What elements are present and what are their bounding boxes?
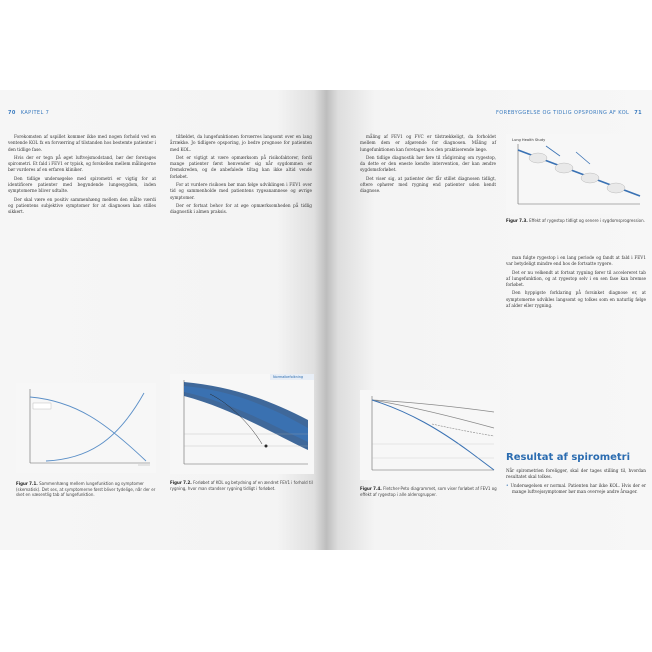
figure-7-2-caption <box>170 480 314 491</box>
paragraph: Når spirometrien foreligger, skal der tages stilling til, hvordan resultatet skal tolkes. <box>506 468 646 480</box>
bullet-text: Undersøgelsen er normal. Patienten har ikke KOL. Hvis der er mange luftvejssymptomer bør man overveje andre årsager. <box>510 482 646 494</box>
stage-ellipse <box>555 163 573 173</box>
paragraph: Hvis der er tegn på øget luftvejsmodstand, bør der foretages spirometri. Et fald i FEV1 er typisk, og forskellen mellem målingerne bør vurderes af en erfaren kliniker. <box>8 154 156 173</box>
paragraph: man fulgte rygestop i en lang periode og fandt at fald i FEV1 var betydeligt mindre end hos de fortsatte rygere. <box>506 255 646 267</box>
figure-7-4 <box>360 390 500 480</box>
book-spread <box>0 90 652 550</box>
caption-label: Figur 7.3. <box>506 218 528 223</box>
paragraph: Der er fortsat behov for at øge opmærksomheden på tidlig diagnostik i almen praksis. <box>170 202 312 215</box>
paragraph: Der skal være en positiv sammenhæng mellem den målte værdi og patientens subjektive symptomer for at diagnosen kan stilles sikkert. <box>8 196 156 215</box>
caption-label: Figur 7.1. <box>16 481 38 486</box>
right-chapter-title: FOREBYGGELSE OG TIDLIG OPSPORING AF KOL <box>496 110 630 116</box>
data-marker <box>265 445 268 448</box>
right-page-number: 71 <box>634 110 642 116</box>
right-page <box>326 90 652 550</box>
paragraph: For at vurdere risikoen bør man følge udviklingen i FEV1 over tid og sammenholde med patientens rygeanamnese og øvrige symptomer. <box>170 182 312 200</box>
bullet-item <box>506 483 646 496</box>
section-body <box>506 468 646 497</box>
right-text-column-2 <box>506 255 646 311</box>
caption-label: Figur 7.4. <box>360 486 382 491</box>
paragraph: Det er nu velkendt at fortsat rygning fører til accelereret tab af lungefunktion, og at rygestop selv i en sen fase kan bremse forløbet. <box>506 269 646 288</box>
figure-7-4-caption <box>360 486 500 497</box>
left-text-column-1 <box>8 134 156 218</box>
paragraph: Den tidlige undersøgelse med spirometri er vigtig for at identificere patienter med begyndende lungesygdom, inden symptomerne bliver udtalte. <box>8 175 156 194</box>
legend-label: Normalbefolkning <box>273 375 304 379</box>
book-gutter <box>314 90 338 550</box>
paragraph: Den hyppigste forklaring på forsinket diagnose er, at symptomerne udvikles langsomt og tolkes som en naturlig følge af alder eller rygning. <box>506 290 646 309</box>
figure-label-box <box>33 403 51 409</box>
stage-ellipse <box>529 153 547 163</box>
figure-7-1 <box>16 383 156 473</box>
bullet-icon: • <box>506 482 509 488</box>
paragraph: Forekomsten af uspillet kommer ikke med nogen forhold ved en ventende KOL fx en forværring af tilstanden hos bestemte patienter i den tidlige fase. <box>8 134 156 152</box>
figure-title: Lung Health Study <box>512 138 546 142</box>
left-chapter-title: KAPITEL 7 <box>20 110 50 116</box>
left-page-number: 70 <box>8 110 16 116</box>
right-running-head <box>496 110 642 116</box>
paragraph: Den tidlige diagnostik bør føre til rådgivning om rygestop, da dette er den eneste kendte intervention, der kan ændre sygdomsforløbet. <box>360 154 496 173</box>
paragraph: tilfældet, da lungefunktionen forværres langsomt over en lang årrække. Jo tidligere opsporing, jo bedre prognose for patienten med KOL. <box>170 134 312 152</box>
figure-background <box>506 134 646 214</box>
stage-ellipse <box>581 173 599 183</box>
caption-text: Sammenhæng mellem lungefunktion og symptomer (skematisk). Det ses, at symptomerne først bliver tydelige, når der er sket en væsentlig tab af lungefunktion. <box>16 481 156 498</box>
figure-7-1-caption <box>16 481 156 498</box>
paragraph: Det viser sig, at patienter der får stillet diagnosen tidligt, oftere ophører med rygning end patienter uden kendt diagnose. <box>360 175 496 194</box>
caption-text: Effekt af rygestop tidligt og senere i sygdomsprogression. <box>529 218 645 223</box>
left-text-column-2 <box>170 134 312 218</box>
caption-text: Fletcher-Peto diagrammet, som viser forløbet af FEV1 og effekt af rygestop i alle aldersgrupper. <box>360 486 497 497</box>
figure-7-3 <box>506 134 646 214</box>
paragraph: Det er vigtigt at være opmærksom på risikofaktorer, fordi mange patienter først henvender sig når sygdommen er fremskreden, og de anbefalede tiltag kan ikke altid vende forløbet. <box>170 154 312 179</box>
left-running-head <box>8 110 49 116</box>
caption-text: Forløbet af KOL og betydning af en ændret FEV1 i forhold til rygning, hvor man standser rygning tidligt i forløbet. <box>170 480 313 491</box>
figure-background <box>16 383 156 473</box>
figure-7-2 <box>170 374 314 474</box>
caption-label: Figur 7.2. <box>170 480 192 485</box>
paragraph: måling af FEV1 og FVC er tilstrækkeligt, da forholdet mellem dem er afgørende for diagnosen. Måling af lungefunktionen kan foretages hos den praktiserende læge. <box>360 134 496 152</box>
left-page <box>0 90 326 550</box>
figure-7-3-caption <box>506 218 646 224</box>
section-heading: Resultat af spirometri <box>506 452 631 463</box>
stage-ellipse <box>607 183 625 193</box>
right-text-column-1 <box>360 134 496 197</box>
